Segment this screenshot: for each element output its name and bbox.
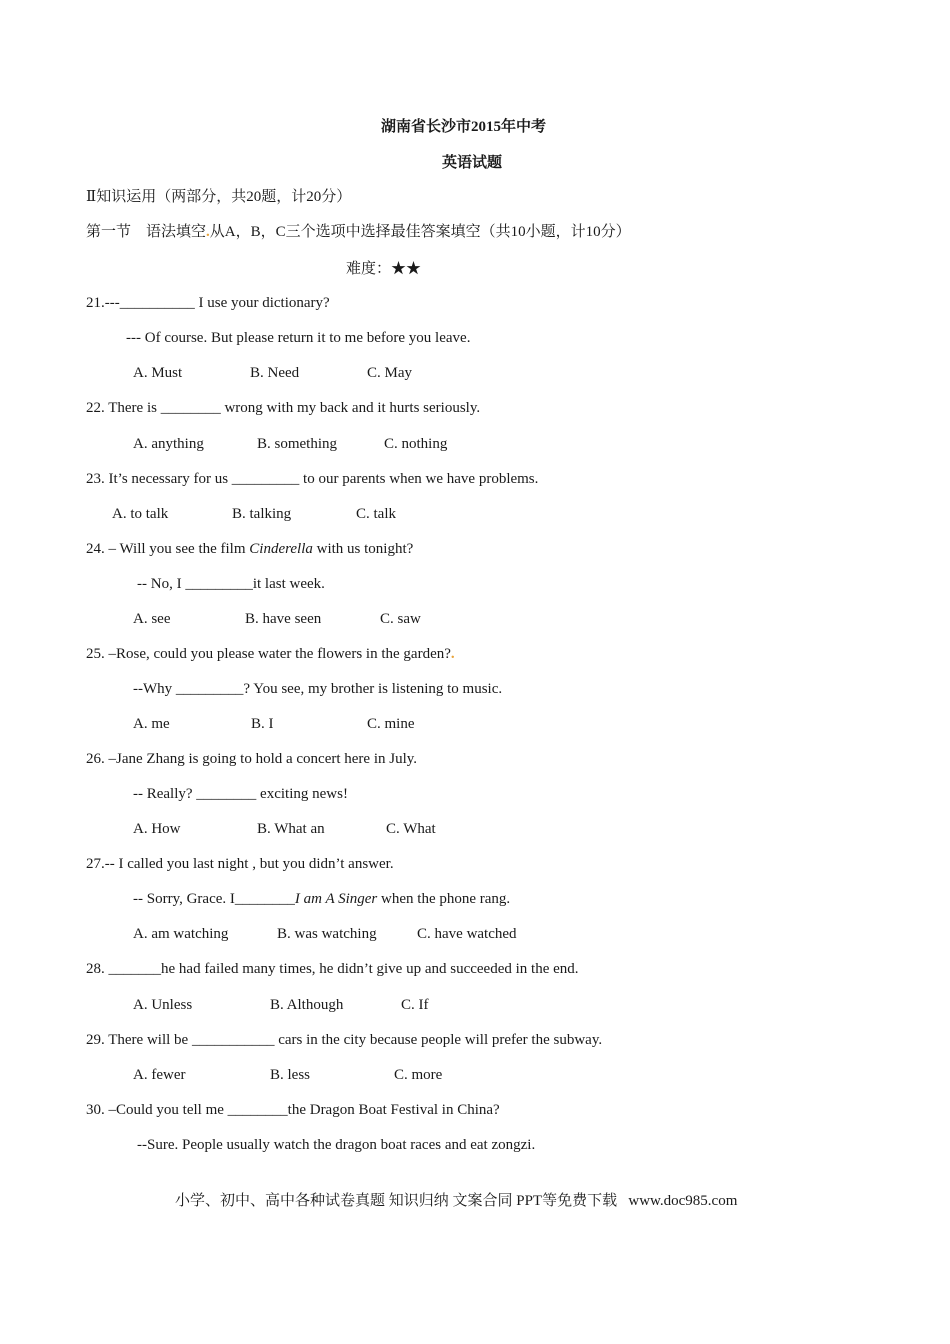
question-24-stem — [86, 539, 413, 559]
question-23-stem: 23. It’s necessary for us _________ to our parents when we have problems. — [86, 471, 539, 487]
question-21-option-b: B. Need — [250, 365, 300, 381]
sub-heading-rest: 从A，B，C三个选项中选择最佳答案填空（共10小题，计10分） — [209, 224, 631, 240]
question-26-option-c: C. What — [386, 821, 436, 837]
question-24-option-b: B. have seen — [245, 611, 322, 627]
question-29-option-b: B. less — [270, 1067, 311, 1083]
sub-heading-text: 语法填空 — [146, 224, 207, 240]
question-23-option-a: A. to talk — [112, 506, 169, 522]
question-22-option-c: C. nothing — [384, 436, 448, 452]
question-27-show-title: I am A Singer — [294, 891, 378, 907]
page-subtitle: 英语试题 — [442, 155, 503, 171]
question-24-reply: -- No, I _________it last week. — [137, 576, 325, 592]
question-30-reply: --Sure. People usually watch the dragon boat races and eat zongzi. — [137, 1137, 536, 1153]
question-28-option-b: B. Although — [270, 997, 344, 1013]
question-24-film-title: Cinderella — [249, 541, 313, 557]
question-26-stem: 26. –Jane Zhang is going to hold a concert here in July. — [86, 751, 418, 767]
sub-heading — [86, 222, 631, 242]
footer-url[interactable]: www.doc985.com — [628, 1193, 738, 1209]
question-26-reply: -- Really? ________ exciting news! — [133, 786, 348, 802]
question-24-stem-after: with us tonight? — [312, 541, 414, 557]
question-21-option-a: A. Must — [133, 365, 183, 381]
question-28-option-c: C. If — [401, 997, 429, 1013]
question-27-option-a: A. am watching — [133, 926, 229, 942]
part-heading: Ⅱ知识运用（两部分，共20题，计20分） — [86, 189, 352, 205]
question-29-stem: 29. There will be ___________ cars in the city because people will prefer the subway. — [86, 1032, 603, 1048]
question-30-stem: 30. –Could you tell me ________the Dragon Boat Festival in China? — [86, 1102, 500, 1118]
question-21-option-c: C. May — [367, 365, 412, 381]
difficulty-label: 难度：★★ — [346, 261, 422, 277]
question-22-stem: 22. There is ________ wrong with my back and it hurts seriously. — [86, 400, 481, 416]
question-29-option-c: C. more — [394, 1067, 443, 1083]
question-24-option-c: C. saw — [380, 611, 421, 627]
question-24-stem-before: 24. – Will you see the film — [86, 541, 250, 557]
question-26-option-b: B. What an — [257, 821, 325, 837]
question-25-option-a: A. me — [133, 716, 170, 732]
question-21-stem: 21.---__________ I use your dictionary? — [86, 295, 330, 311]
question-25-dot: . — [450, 646, 455, 662]
question-23-option-b: B. talking — [232, 506, 292, 522]
question-27-reply — [133, 889, 510, 909]
question-29-option-a: A. fewer — [133, 1067, 186, 1083]
question-25-stem-text: 25. –Rose, could you please water the flowers in the garden? — [86, 646, 451, 662]
question-27-option-b: B. was watching — [277, 926, 377, 942]
footer-text: 小学、初中、高中各种试卷真题 知识归纳 文案合同 PPT等免费下载 — [175, 1193, 618, 1209]
question-28-stem: 28. _______he had failed many times, he didn’t give up and succeeded in the end. — [86, 961, 579, 977]
question-27-reply-before: -- Sorry, Grace. I________ — [133, 891, 295, 907]
sub-heading-dot: . — [206, 224, 210, 240]
question-21-reply: --- Of course. But please return it to me before you leave. — [126, 330, 471, 346]
question-25-option-b: B. I — [251, 716, 274, 732]
question-23-option-c: C. talk — [356, 506, 396, 522]
sub-heading-label: 第一节 — [86, 224, 132, 240]
question-27-reply-after: when the phone rang. — [377, 891, 511, 907]
question-25-reply: --Why _________? You see, my brother is listening to music. — [133, 681, 503, 697]
question-27-option-c: C. have watched — [417, 926, 517, 942]
question-28-option-a: A. Unless — [133, 997, 193, 1013]
page-title: 湖南省长沙市2015年中考 — [381, 119, 547, 135]
question-24-option-a: A. see — [133, 611, 171, 627]
question-22-option-a: A. anything — [133, 436, 204, 452]
question-25-stem — [86, 644, 455, 664]
page-footer — [175, 1191, 737, 1211]
question-22-option-b: B. something — [257, 436, 338, 452]
question-26-option-a: A. How — [133, 821, 181, 837]
question-27-stem: 27.-- I called you last night , but you didn’t answer. — [86, 856, 394, 872]
question-25-option-c: C. mine — [367, 716, 415, 732]
